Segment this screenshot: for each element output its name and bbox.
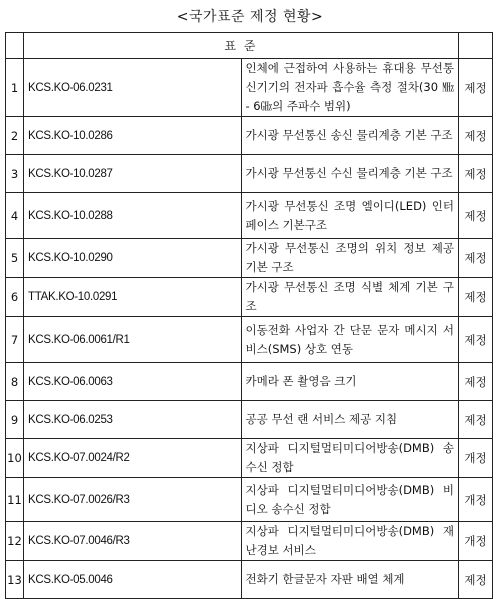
standard-code: KCS.KO-06.0063 xyxy=(24,363,242,401)
standard-name: 가시광 무선통신 수신 물리계층 기본 구조 xyxy=(241,155,459,193)
row-number: 13 xyxy=(6,561,24,599)
row-number: 1 xyxy=(6,59,24,117)
row-number: 4 xyxy=(6,193,24,239)
standard-name: 가시광 무선통신 조명의 위치 정보 제공 기본 구조 xyxy=(241,239,459,278)
standard-code: KCS.KO-06.0253 xyxy=(24,401,242,439)
standard-code: TTAK.KO-10.0291 xyxy=(24,278,242,317)
action-type: 제정 xyxy=(459,278,493,317)
standard-code: KCS.KO-10.0286 xyxy=(24,117,242,155)
table-row xyxy=(6,317,493,363)
document-title: <국가표준 제정 현황> xyxy=(176,9,324,25)
table-row xyxy=(6,239,493,278)
row-number: 7 xyxy=(6,317,24,363)
action-type: 제정 xyxy=(459,363,493,401)
row-number: 6 xyxy=(6,278,24,317)
standard-name: 지상파 디지털멀티미디어방송(DMB) 송수신 정합 xyxy=(241,439,459,478)
row-number: 3 xyxy=(6,155,24,193)
standard-name: 가시광 무선통신 조명 식별 체계 기본 구조 xyxy=(241,278,459,317)
standard-code: KCS.KO-07.0024/R2 xyxy=(24,439,242,478)
row-number: 9 xyxy=(6,401,24,439)
standard-code: KCS.KO-06.0231 xyxy=(24,59,242,117)
row-number: 2 xyxy=(6,117,24,155)
table-row xyxy=(6,278,493,317)
standards-table xyxy=(5,32,493,599)
header-standard: 표 준 xyxy=(24,33,459,59)
standard-name: 인체에 근접하여 사용하는 휴대용 무선통신기기의 전자파 흡수율 측정 절차(30 ㎒ - 6㎓의 주파수 범위) xyxy=(241,59,459,117)
standard-name: 지상파 디지털멀티미디어방송(DMB) 재난경보 서비스 xyxy=(241,522,459,561)
standard-code: KCS.KO-07.0026/R3 xyxy=(24,478,242,522)
row-number: 8 xyxy=(6,363,24,401)
standard-name: 가시광 무선통신 조명 엘이디(LED) 인터페이스 기본구조 xyxy=(241,193,459,239)
standard-code: KCS.KO-10.0290 xyxy=(24,239,242,278)
action-type: 제정 xyxy=(459,239,493,278)
table-row xyxy=(6,193,493,239)
table-row xyxy=(6,363,493,401)
standard-name: 이동전화 사업자 간 단문 문자 메시지 서비스(SMS) 상호 연동 xyxy=(241,317,459,363)
action-type: 개정 xyxy=(459,439,493,478)
action-type: 제정 xyxy=(459,317,493,363)
table-row xyxy=(6,59,493,117)
action-type: 제정 xyxy=(459,155,493,193)
table-row xyxy=(6,478,493,522)
standard-code: KCS.KO-10.0288 xyxy=(24,193,242,239)
action-type: 제정 xyxy=(459,59,493,117)
action-type: 개정 xyxy=(459,478,493,522)
table-row xyxy=(6,439,493,478)
table-row xyxy=(6,401,493,439)
standard-name: 공공 무선 랜 서비스 제공 지침 xyxy=(241,401,459,439)
table-header-row xyxy=(6,33,493,59)
row-number: 11 xyxy=(6,478,24,522)
row-number: 10 xyxy=(6,439,24,478)
table-row xyxy=(6,155,493,193)
header-blank-right xyxy=(459,33,493,59)
standard-code: KCS.KO-06.0061/R1 xyxy=(24,317,242,363)
standard-name: 카메라 폰 촬영음 크기 xyxy=(241,363,459,401)
standard-code: KCS.KO-10.0287 xyxy=(24,155,242,193)
standard-name: 가시광 무선통신 송신 물리계층 기본 구조 xyxy=(241,117,459,155)
action-type: 제정 xyxy=(459,193,493,239)
action-type: 제정 xyxy=(459,561,493,599)
row-number: 12 xyxy=(6,522,24,561)
action-type: 제정 xyxy=(459,117,493,155)
action-type: 제정 xyxy=(459,401,493,439)
table-row xyxy=(6,117,493,155)
header-blank-left xyxy=(6,33,24,59)
standard-name: 전화기 한글문자 자판 배열 체계 xyxy=(241,561,459,599)
standard-code: KCS.KO-05.0046 xyxy=(24,561,242,599)
action-type: 개정 xyxy=(459,522,493,561)
standard-code: KCS.KO-07.0046/R3 xyxy=(24,522,242,561)
table-row xyxy=(6,522,493,561)
standard-name: 지상파 디지털멀티미디어방송(DMB) 비디오 송수신 정합 xyxy=(241,478,459,522)
row-number: 5 xyxy=(6,239,24,278)
